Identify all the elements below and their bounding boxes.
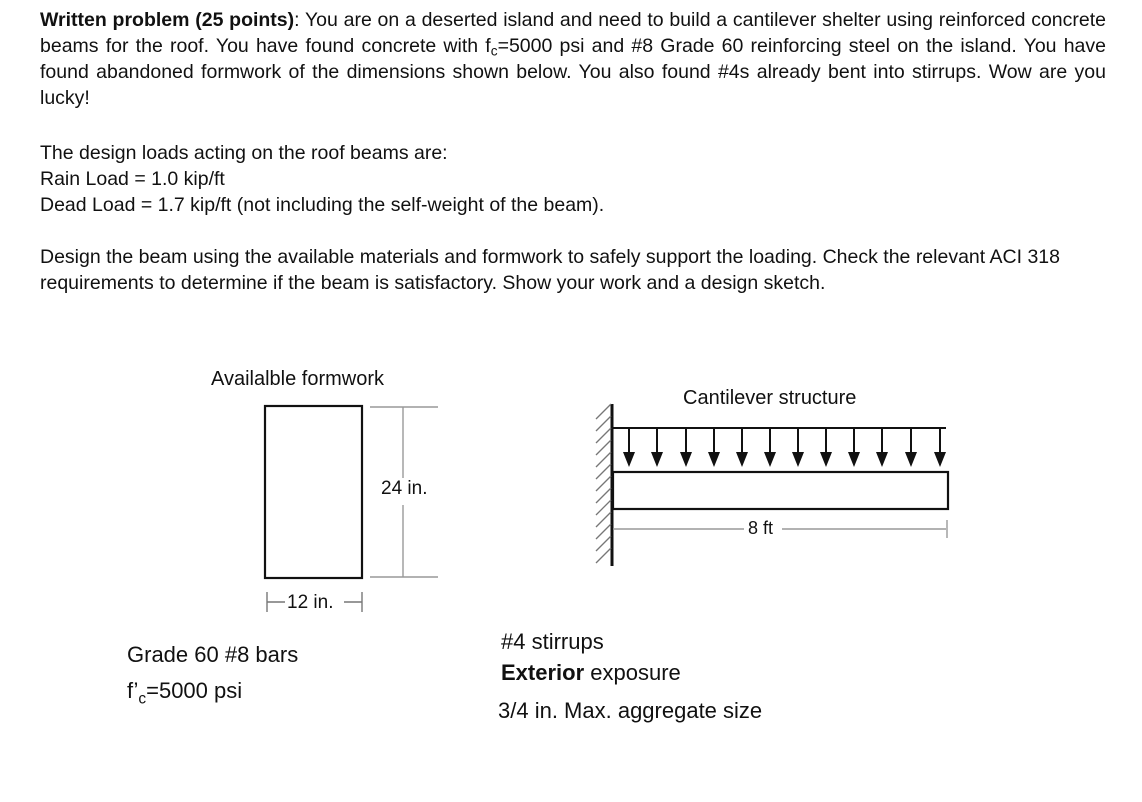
load-arrow-head [680, 452, 692, 467]
load-arrow-head [764, 452, 776, 467]
design-task: Design the beam using the available materials and formwork to safely support the loading. Check the relevant ACI 318 requirements to determine if the beam is satisfactory. Show your work and a design sketch. [40, 246, 1060, 294]
load-arrow-head [792, 452, 804, 467]
fc-sub: c [138, 690, 147, 708]
formwork-height-label: 24 in. [381, 478, 428, 499]
wall-hatching [596, 404, 611, 563]
load-arrow-head [708, 452, 720, 467]
fc-subscript: c [490, 43, 498, 59]
rain-load: Rain Load = 1.0 kip/ft [40, 168, 225, 190]
stirrup-size: #4 stirrups [501, 629, 604, 654]
load-arrow-head [876, 452, 888, 467]
formwork-title: Availalble formwork [211, 368, 385, 390]
formwork-width-label: 12 in. [287, 592, 334, 613]
cantilever-beam [613, 472, 948, 509]
load-arrow-head [623, 452, 635, 467]
distributed-load-arrows [623, 428, 946, 467]
load-arrow-head [736, 452, 748, 467]
problem-heading: Written problem (25 points) [40, 9, 295, 31]
load-arrow-head [848, 452, 860, 467]
problem-intro-rest: =5000 psi and #8 Grade 60 reinforcing steel on the island. You have found abandoned formwork of the dimensions shown below. You also found #4s already bent into stirrups. Wow are you lucky! [40, 35, 1106, 109]
fc-prefix: f’ [127, 678, 139, 703]
bar-grade: Grade 60 #8 bars [127, 642, 299, 667]
exposure-bold: Exterior [501, 660, 585, 685]
load-arrow-head [820, 452, 832, 467]
aggregate-size: 3/4 in. Max. aggregate size [498, 698, 763, 723]
load-arrow-head [905, 452, 917, 467]
load-arrow-head [651, 452, 663, 467]
exposure-rest: exposure [584, 660, 681, 685]
load-arrow-head [934, 452, 946, 467]
dead-load: Dead Load = 1.7 kip/ft (not including the self-weight of the beam). [40, 194, 605, 216]
fc-value: =5000 psi [146, 678, 243, 703]
cantilever-title: Cantilever structure [683, 387, 857, 409]
loads-title: The design loads acting on the roof beams are: [40, 142, 448, 164]
formwork-rectangle [265, 406, 362, 578]
span-length-label: 8 ft [748, 518, 774, 538]
problem-intro-lead: : You are on a deserted island and need to build a cantilever shelter using reinforced concrete beams for the roof. You have found concrete with f [40, 9, 1106, 57]
